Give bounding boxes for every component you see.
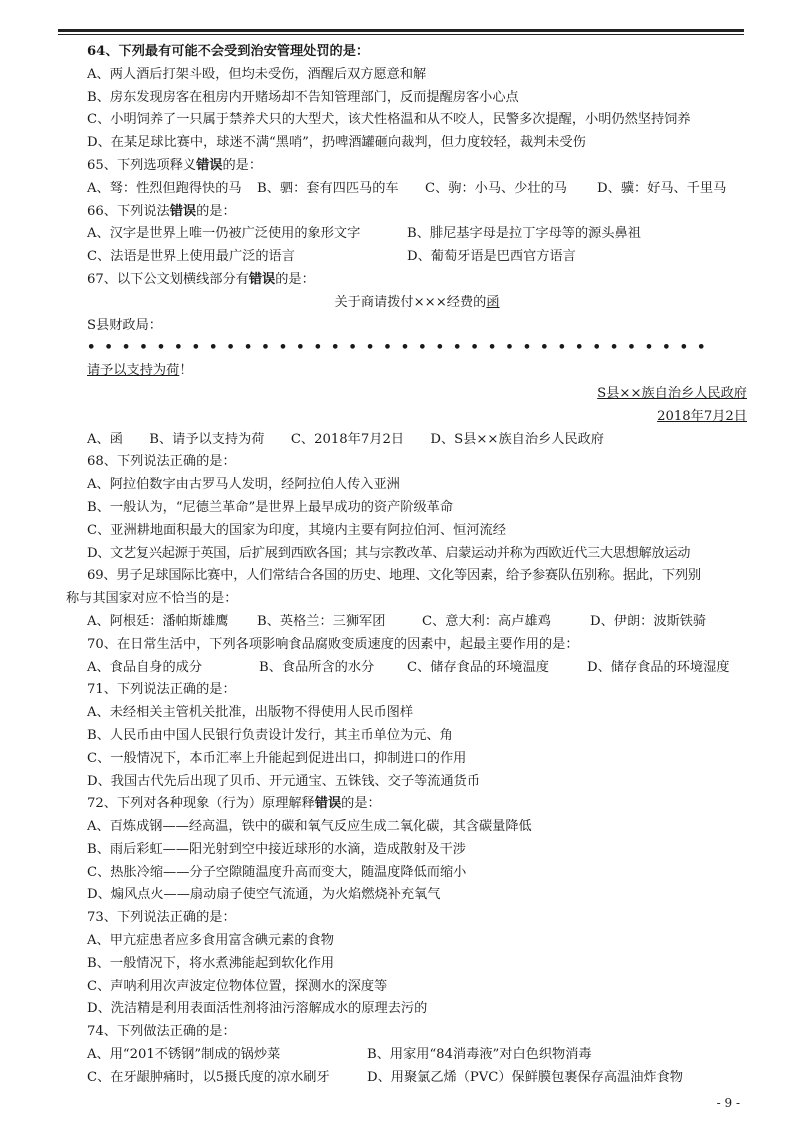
title-emphasis: 错误 (196, 157, 223, 173)
option-a: A、甲亢症患者应多食用富含碘元素的食物 (87, 933, 334, 949)
option-b: B、英格兰：三狮军团 (257, 613, 386, 629)
option-c: C、储存食品的环境温度 (407, 659, 549, 675)
question-title: 70、在日常生活中，下列各项影响食品腐败变质速度的因素中，起最主要作用的是： (87, 636, 579, 652)
document-closing-underlined: 请予以支持为荷 (87, 363, 180, 379)
title-emphasis: 错误 (248, 271, 276, 287)
option-d: D、在某足球比赛中，球迷不满“黑哨”，扔啤酒罐砸向裁判，但力度较轻，裁判未受伤 (87, 135, 586, 151)
option-c: C、声呐利用次声波定位物体位置，探测水的深度等 (87, 978, 388, 994)
title-text-end: 的是： (275, 271, 315, 287)
option-a: A、两人酒后打架斗殴，但均未受伤，酒醒后双方愿意和解 (87, 66, 427, 82)
option-c: C、小明饲养了一只属于禁养犬只的大型犬，该犬性格温和从不咬人，民警多次提醒，小明仍然坚持饲养 (87, 112, 691, 128)
option-a: A、汉字是世界上唯一仍被广泛使用的象形文字 (87, 226, 361, 242)
question-64 (87, 41, 747, 155)
question-title (87, 155, 747, 178)
question-title: 64、下列最有可能不会受到治安管理处罚的是： (87, 44, 370, 59)
title-text: 72、下列对各种现象（行为）原理解释 (87, 796, 315, 812)
question-title (87, 793, 747, 816)
option-d: D、我国古代先后出现了贝币、开元通宝、五铢钱、交子等流通货币 (87, 773, 481, 789)
exam-page (66, 41, 747, 1090)
option-b: B、腓尼基字母是拉丁字母等的源头鼻祖 (407, 226, 641, 242)
question-74 (87, 1021, 747, 1089)
option-a: A、阿拉伯数字由古罗马人发明，经阿拉伯人传入亚洲 (87, 477, 400, 493)
header-rule-thin (58, 34, 744, 35)
option-b: B、一般认为，“尼德兰革命”是世界上最早成功的资产阶级革命 (87, 499, 454, 515)
option-c: C、亚洲耕地面积最大的国家为印度，其境内主要有阿拉伯河、恒河流经 (87, 522, 506, 538)
option-b: B、驷：套有四匹马的车 (257, 180, 399, 196)
question-65 (87, 155, 747, 201)
options-row (87, 611, 747, 634)
question-title: 71、下列说法正确的是： (87, 682, 236, 698)
document-title-text: 关于商请拨付×××经费的 (334, 294, 487, 310)
question-title-line1: 69、男子足球国际比赛中，人们常结合各国的历史、地理、文化等因素，给予参赛队伍别称。据此，下列别 (87, 568, 701, 584)
document-title-underlined: 函 (486, 294, 500, 310)
question-67 (87, 269, 747, 451)
question-title: 73、下列说法正确的是： (87, 910, 236, 926)
question-73 (87, 907, 747, 1021)
option-a: A、食品自身的成分 (87, 659, 203, 675)
option-d: D、洗洁精是利用表面活性剂将油污溶解成水的原理去污的 (87, 1001, 428, 1017)
document-date (87, 406, 747, 429)
option-c: C、热胀冷缩——分子空隙随温度升高而变大，随温度降低而缩小 (87, 864, 467, 880)
question-title-line2: 称与其国家对应不恰当的是： (66, 591, 238, 607)
question-title: 74、下列做法正确的是： (87, 1024, 236, 1040)
question-66 (87, 201, 747, 269)
question-title: 68、下列说法正确的是： (87, 454, 236, 470)
document-addressee: S县财政局： (87, 317, 162, 333)
option-b: B、雨后彩虹——阳光射到空中接近球形的水滴，造成散射及干涉 (87, 841, 466, 857)
option-a: A、用“201不锈钢”制成的锅炒菜 (87, 1047, 281, 1063)
option-d: D、用聚氯乙烯（PVC）保鲜膜包裹保存高温油炸食物 (367, 1069, 683, 1085)
question-title (87, 269, 747, 292)
title-text-end: 的是： (341, 796, 381, 812)
option-b: B、房东发现房客在租房内开赌场却不告知管理部门，反而提醒房客小心点 (87, 89, 519, 105)
question-72 (87, 793, 747, 907)
options-row (87, 1067, 747, 1090)
title-emphasis: 错误 (314, 796, 342, 812)
header-rule-thick (58, 29, 744, 32)
document-sender (87, 383, 747, 406)
option-a: A、驽：性烈但跑得快的马 (87, 180, 242, 196)
option-a: A、百炼成钢——经高温，铁中的碳和氧气反应生成二氧化碳，其含碳量降低 (87, 819, 532, 835)
option-d: D、葡萄牙语是巴西官方语言 (407, 249, 576, 265)
document-title (87, 292, 747, 315)
option-a: A、未经相关主管机关批准，出版物不得使用人民币图样 (87, 705, 414, 721)
page-number: - 9 - (716, 1096, 740, 1110)
option-b: B、食品所含的水分 (259, 659, 375, 675)
title-text: 67、以下公文划横线部分有 (87, 271, 249, 287)
title-text-end: 的是： (196, 203, 236, 219)
option-c: C、法语是世界上使用最广泛的语言 (87, 249, 295, 265)
option-d: D、储存食品的环境湿度 (587, 659, 730, 675)
option-b: B、人民币由中国人民银行负责设计发行，其主币单位为元、角 (87, 727, 453, 743)
question-70 (87, 634, 747, 680)
document-closing (87, 360, 747, 383)
document-closing-end: ！ (179, 363, 193, 379)
document-sender-underlined: S县××族自治乡人民政府 (597, 385, 747, 401)
options-row (87, 657, 747, 680)
question-69 (66, 565, 747, 633)
option-c: C、驹：小马、少壮的马 (425, 180, 567, 196)
question-71 (87, 679, 747, 793)
option-b: B、一般情况下，将水煮沸能起到软化作用 (87, 955, 335, 971)
title-text-end: 的是： (222, 157, 263, 173)
question-68 (87, 451, 747, 565)
option-c: C、在牙龈肿痛时，以5摄氏度的凉水刷牙 (87, 1069, 330, 1085)
option-d: D、伊朗：波斯铁骑 (590, 613, 707, 629)
option-d: D、文艺复兴起源于英国，后扩展到西欧各国；其与宗教改革、启蒙运动并称为西欧近代三大思想解放运动 (87, 545, 691, 561)
options-row (87, 223, 747, 246)
option-b: B、用家用“84消毒液”对白色织物消毒 (367, 1047, 592, 1063)
title-text: 65、下列选项释义 (87, 157, 197, 173)
option-d: D、煽风点火——扇动扇子使空气流通，为火焰燃烧补充氧气 (87, 887, 441, 903)
options-row: A、函 B、请予以支持为荷 C、2018年7月2日 D、S县××族自治乡人民政府 (87, 431, 604, 447)
option-c: C、一般情况下，本币汇率上升能起到促进出口，抑制进口的作用 (87, 750, 467, 766)
options-row (87, 246, 747, 269)
document-body-dots: •••••••••••••••••••••••••••••••••••• (87, 340, 715, 356)
option-a: A、阿根廷：潘帕斯雄鹰 (87, 613, 229, 629)
document-date-underlined: 2018年7月2日 (657, 408, 747, 424)
question-title (87, 201, 747, 224)
title-text: 66、下列说法 (87, 203, 170, 219)
option-d: D、骥：好马、千里马 (597, 180, 727, 196)
option-c: C、意大利：高卢雄鸡 (422, 613, 551, 629)
options-row (87, 178, 747, 201)
options-row (87, 1044, 747, 1067)
title-emphasis: 错误 (169, 203, 197, 219)
